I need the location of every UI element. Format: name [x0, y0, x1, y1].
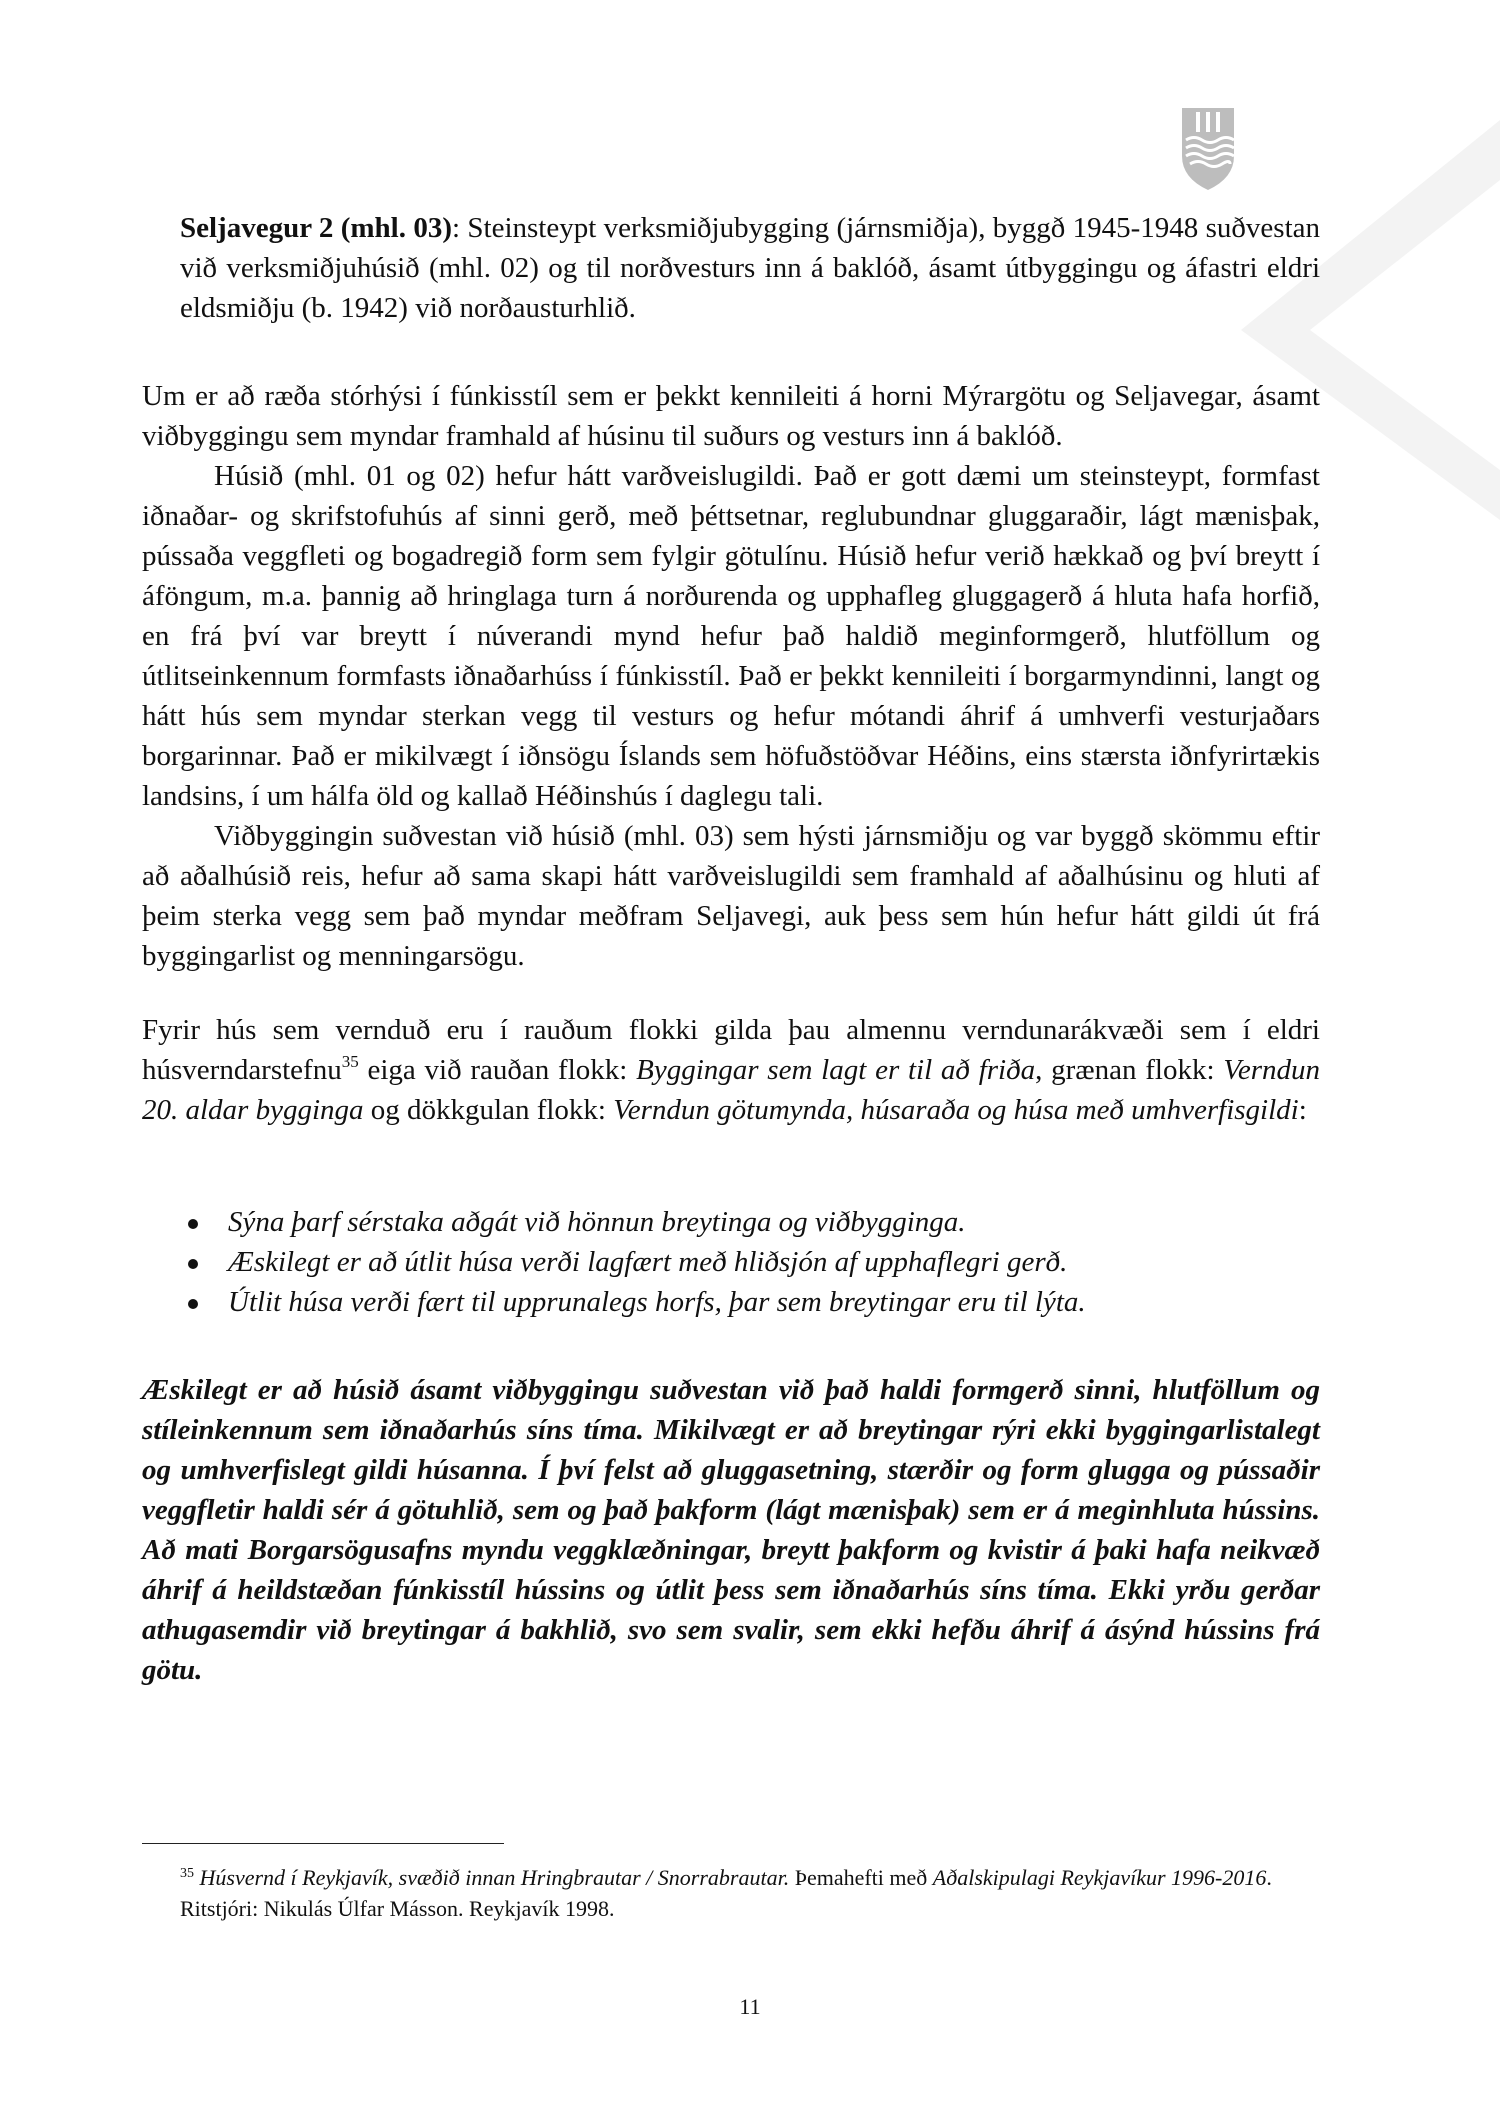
page-number: 11: [739, 1994, 761, 2019]
assessment-paragraphs: [142, 376, 1320, 976]
footnote-text-2: . Ritstjóri: Nikulás Úlfar Másson. Reykjavík 1998.: [180, 1865, 1272, 1921]
paragraph-intro: Um er að ræða stórhýsi í fúnkisstíl sem er þekkt kennileiti á horni Mýrargötu og Seljavegar, ásamt viðbyggingu sem myndar framhald af húsinu til suðurs og vesturs inn á baklóð.: [142, 380, 1320, 452]
protection-text-3: , grænan flokk:: [1035, 1054, 1224, 1086]
paragraph-extension: Viðbyggingin suðvestan við húsið (mhl. 03) sem hýsti járnsmiðju og var byggð skömmu eftir að aðalhúsið reis, hefur að sama skapi hátt varðveislugildi sem framhald af aðalhúsinu og hluti af þeim sterka vegg sem það myndar meðfram Seljavegi, auk þess sem hún hefur hátt gildi út frá byggingarlist og menningarsögu.: [142, 820, 1320, 972]
reykjavik-coat-of-arms-icon: [1180, 106, 1236, 192]
bullet-icon: [188, 1259, 198, 1269]
footnote: [180, 1862, 1320, 1924]
entry-text: Steinsteypt verksmiðjubygging (járnsmiðja), byggð 1945-1948 suðvestan við verksmiðjuhúsið (mhl. 02) og til norðvesturs inn á baklóð, ásamt útbyggingu og áfastri eldri eldsmiðju (b. 1942) við norðausturhlið.: [180, 212, 1320, 324]
protection-text-2: eiga við rauðan flokk:: [358, 1054, 637, 1086]
bullet-icon: [188, 1219, 198, 1229]
protection-text-1: Fyrir hús sem vernduð eru í rauðum flokki gilda þau almennu verndunarákvæði sem í eldri húsverndarstefnu: [142, 1014, 1320, 1086]
protection-italic-green: Verndun 20. aldar bygginga: [142, 1054, 1320, 1126]
list-item: Útlit húsa verði fært til upprunalegs horfs, þar sem breytingar eru til lýta.: [228, 1282, 1318, 1322]
protection-italic-red: Byggingar sem lagt er til að friða: [636, 1054, 1036, 1086]
summary-paragraph: Æskilegt er að húsið ásamt viðbyggingu suðvestan við það haldi formgerð sinni, hlutföllum og stíleinkennum sem iðnaðarhús síns tíma. Mikilvægt er að breytingar rýri ekki byggingarlistalegt og umhverfislegt gildi húsanna. Í því felst að gluggasetning, stærðir og form glugga og pússaðir veggfletir haldi sér á götuhlið, sem og það þakform (lágt mænisþak) sem er á meginhluta hússins. Að mati Borgarsögusafns myndu veggklæðningar, breytt þakform og kvistir á þaki hafa neikvæð áhrif á heildstæðan fúnkisstíl hússins og útlit þess sem iðnaðarhús síns tíma. Ekki yrðu gerðar athugasemdir við breytingar á bakhlið, svo sem svalir, sem ekki hefðu áhrif á ásýnd hússins frá götu.: [142, 1374, 1320, 1686]
entry-title: Seljavegur 2 (mhl. 03): [180, 212, 452, 244]
footnote-plan-title: Aðalskipulagi Reykjavíkur 1996-2016: [932, 1865, 1267, 1890]
list-item: Æskilegt er að útlit húsa verði lagfært með hliðsjón af upphaflegri gerð.: [228, 1242, 1318, 1282]
footnote-divider: [142, 1843, 504, 1844]
bullet-icon: [188, 1299, 198, 1309]
protection-italic-yellow: Verndun götumynda, húsaraða og húsa með umhverfisgildi: [613, 1094, 1299, 1126]
protection-bullet-list: [228, 1202, 1318, 1322]
paragraph-main-building: Húsið (mhl. 01 og 02) hefur hátt varðveislugildi. Það er gott dæmi um steinsteypt, formfast iðnaðar- og skrifstofuhús af sinni gerð, með þéttsetnar, reglubundnar gluggaraðir, lágt mænisþak, pússaða veggfleti og bogadregið form sem fylgir götulínu. Húsið hefur verið hækkað og því breytt í áföngum, m.a. þannig að hringlaga turn á norðurenda og upphafleg gluggagerð á hluta hafa horfið, en frá því var breytt í núverandi mynd hefur það haldið meginformgerð, hlutföllum og útlitseinkennum formfasts iðnaðarhúss í fúnkisstíl. Það er þekkt kennileiti í borgarmyndinni, langt og hátt hús sem myndar sterkan vegg til vesturs og hefur mótandi áhrif á umhverfi vesturjaðars borgarinnar. Það er mikilvægt í iðnsögu Íslands sem höfuðstöðvar Héðins, eins stærsta iðnfyrirtækis landsins, í um hálfa öld og kallað Héðinshús í daglegu tali.: [142, 460, 1320, 812]
protection-text-4: og dökkgulan flokk:: [363, 1094, 614, 1126]
protection-rules-paragraph: [142, 1010, 1320, 1130]
protection-text-5: :: [1298, 1094, 1307, 1126]
footnote-text-1: Þemahefti með: [789, 1865, 933, 1890]
footnote-title: Húsvernd í Reykjavík, svæðið innan Hringbrautar / Snorrabrautar.: [199, 1865, 790, 1890]
footnote-ref[interactable]: 35: [341, 1052, 359, 1071]
building-entry: [180, 208, 1320, 328]
list-item: Sýna þarf sérstaka aðgát við hönnun breytinga og viðbygginga.: [228, 1202, 1318, 1242]
footnote-number: 35: [180, 1866, 194, 1881]
entry-colon: :: [451, 212, 461, 244]
